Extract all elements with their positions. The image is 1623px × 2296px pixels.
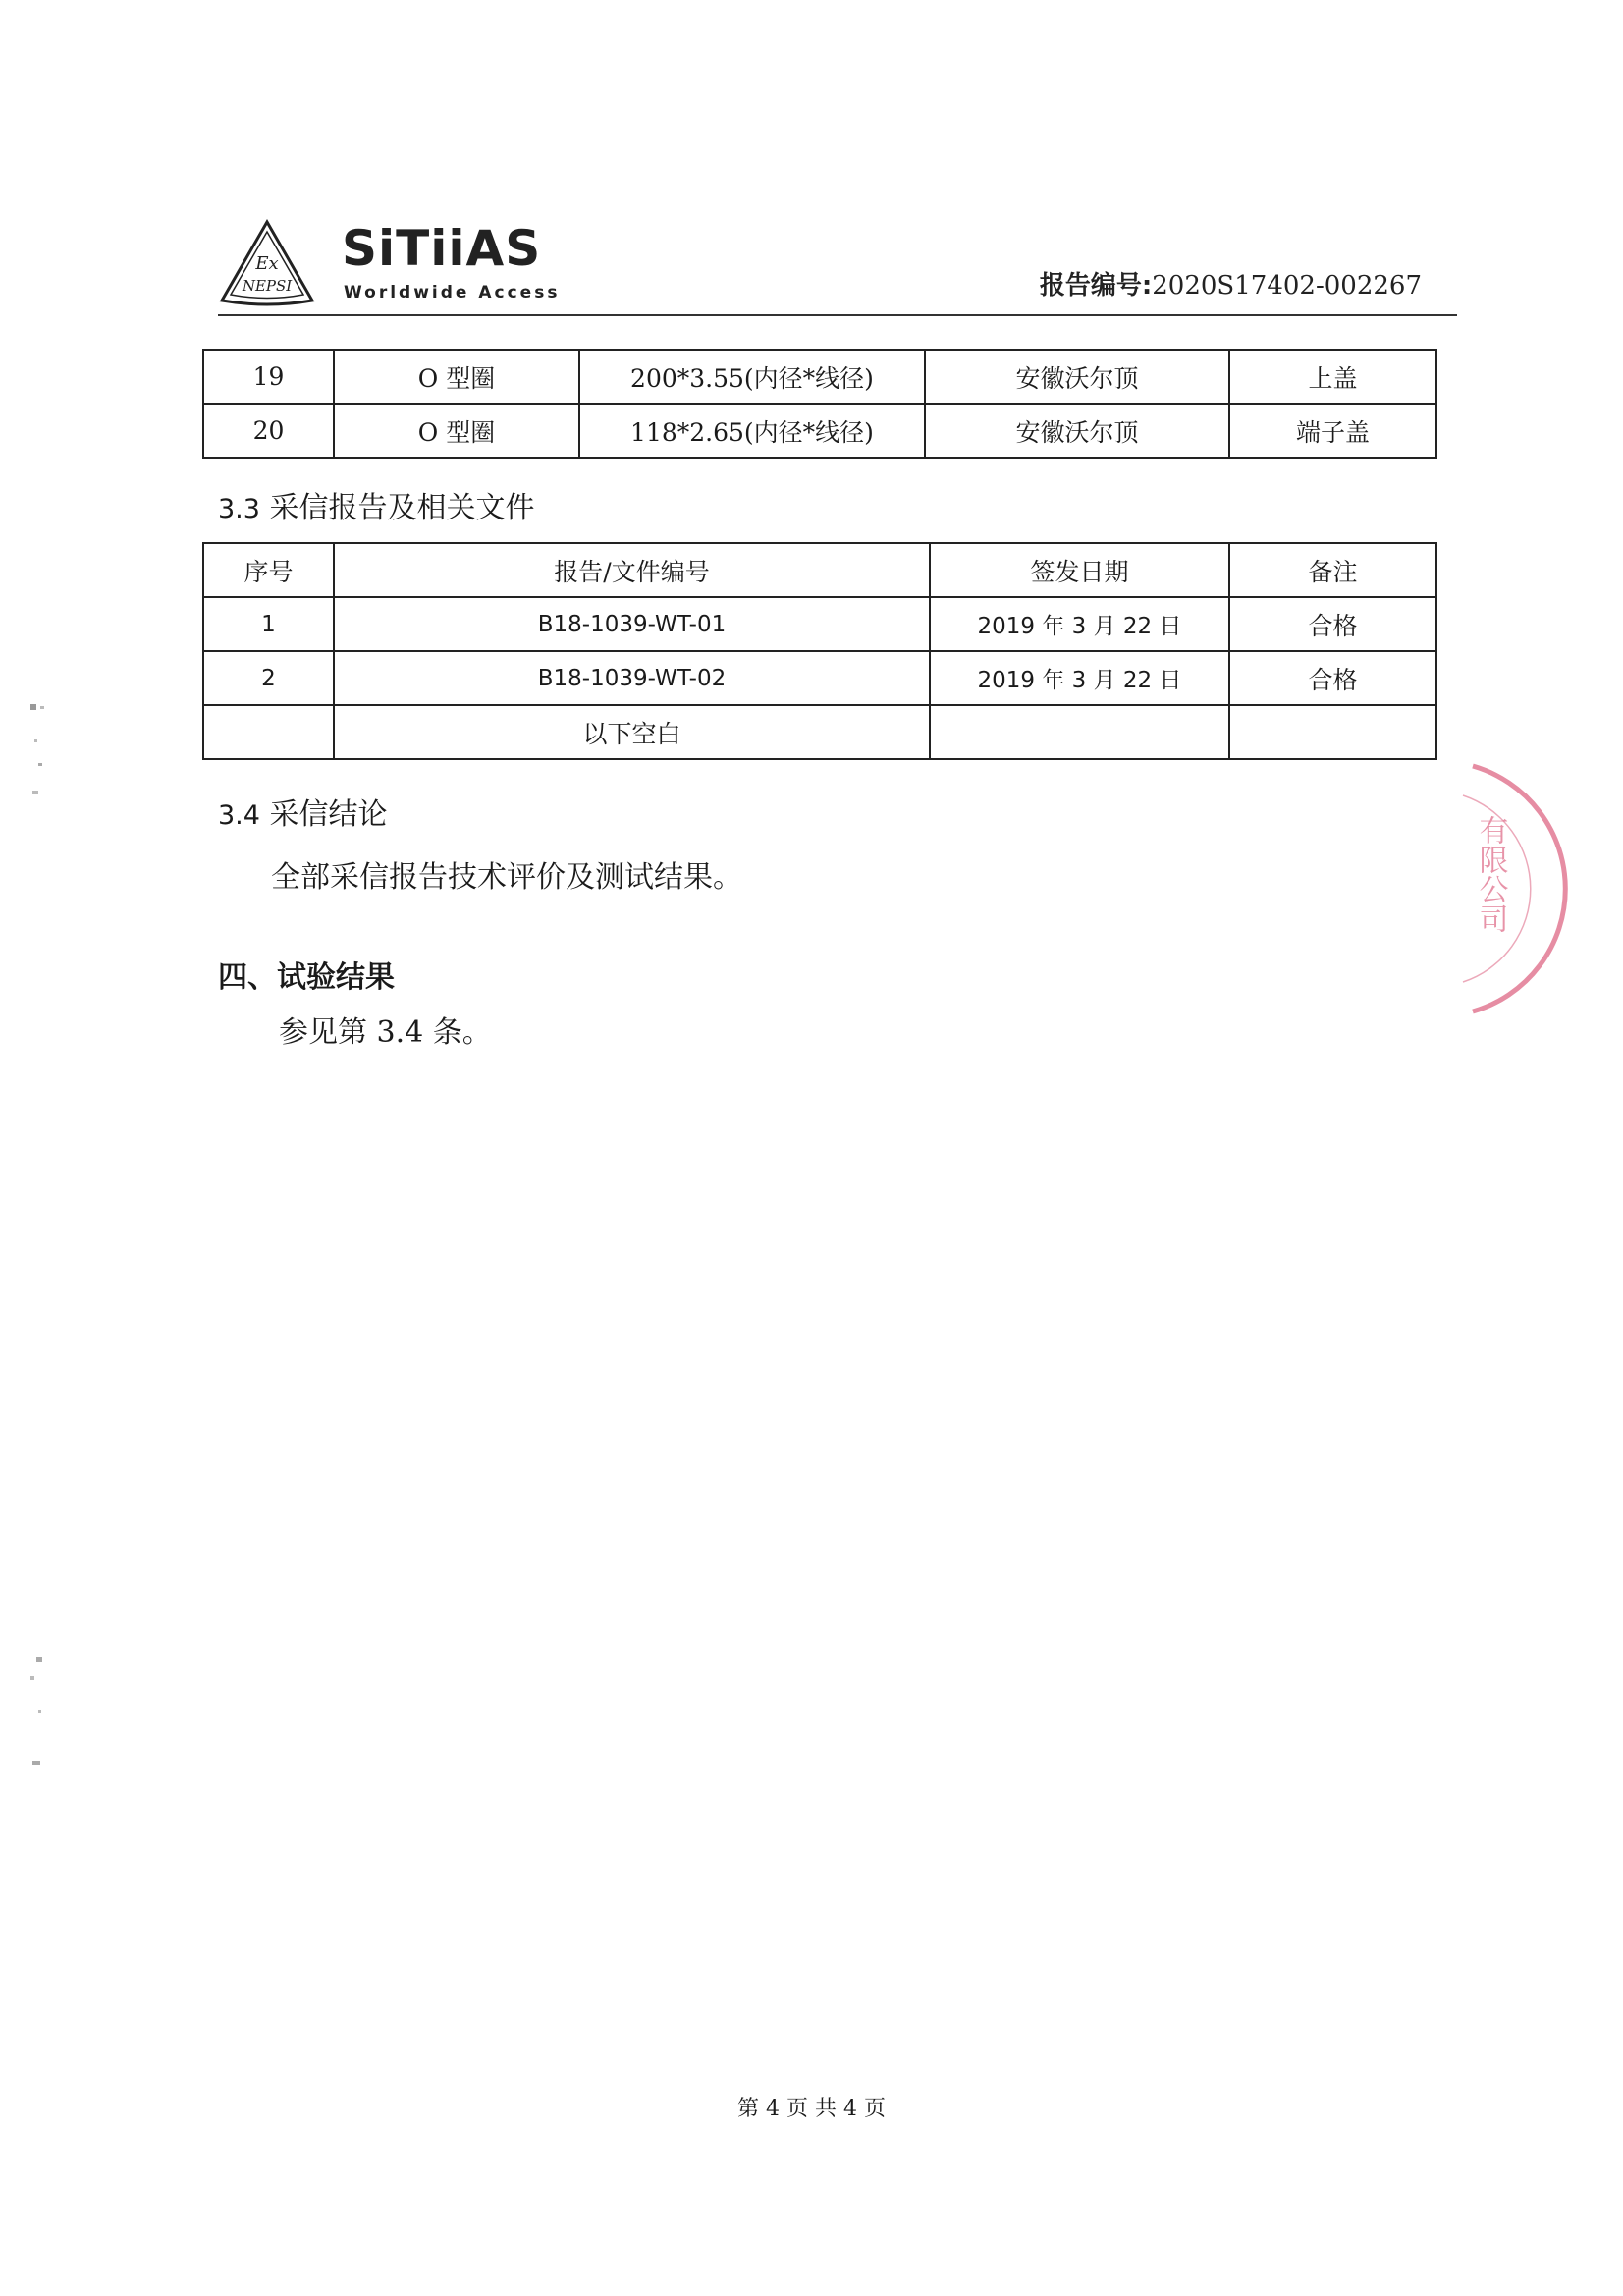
cell-date: 2019 年 3 月 22 日 — [930, 651, 1229, 705]
cell-date — [930, 705, 1229, 759]
table-row — [203, 597, 1436, 651]
section-3-4-body: 全部采信报告技术评价及测试结果。 — [271, 860, 742, 895]
table-row — [203, 651, 1436, 705]
cell-doc-no: 以下空白 — [334, 705, 930, 759]
cell-name: O 型圈 — [334, 404, 579, 458]
section-4-heading: 四、试验结果 — [218, 960, 395, 995]
header-doc-no: 报告/文件编号 — [334, 543, 930, 597]
header-seq: 序号 — [203, 543, 334, 597]
table-row — [203, 350, 1436, 404]
brand-name: SiTiiAS — [342, 220, 542, 277]
cell-spec: 118*2.65(内径*线径) — [579, 404, 925, 458]
cell-remark — [1229, 705, 1436, 759]
header-divider — [218, 314, 1457, 316]
cell-maker: 安徽沃尔顶 — [925, 404, 1229, 458]
cell-seq — [203, 705, 334, 759]
report-number-label: 报告编号: — [1039, 271, 1153, 301]
logo-ex-text: Ex — [255, 253, 279, 274]
section-3-3-heading — [218, 483, 535, 526]
cell-spec: 200*3.55(内径*线径) — [579, 350, 925, 404]
cell-seq: 19 — [203, 350, 334, 404]
section-3-4-title: 采信结论 — [269, 797, 388, 832]
cell-location: 端子盖 — [1229, 404, 1436, 458]
section-3-4-number: 3.4 — [218, 800, 260, 831]
cell-seq: 2 — [203, 651, 334, 705]
cell-maker: 安徽沃尔顶 — [925, 350, 1229, 404]
cell-seq: 1 — [203, 597, 334, 651]
cell-doc-no: B18-1039-WT-02 — [334, 651, 930, 705]
scan-artifact — [25, 702, 64, 810]
brand-tagline: Worldwide Access — [344, 283, 561, 302]
section-3-4-heading — [218, 790, 388, 833]
parts-table — [202, 349, 1437, 459]
cell-name: O 型圈 — [334, 350, 579, 404]
cell-doc-no: B18-1039-WT-01 — [334, 597, 930, 651]
report-number — [1040, 265, 1422, 301]
cell-location: 上盖 — [1229, 350, 1436, 404]
cell-remark: 合格 — [1229, 651, 1436, 705]
table-row — [203, 705, 1436, 759]
scan-artifact — [25, 1655, 64, 1773]
cell-remark: 合格 — [1229, 597, 1436, 651]
header-date: 签发日期 — [930, 543, 1229, 597]
table-header-row — [203, 543, 1436, 597]
section-3-3-number: 3.3 — [218, 494, 260, 524]
cell-date: 2019 年 3 月 22 日 — [930, 597, 1229, 651]
table-row — [203, 404, 1436, 458]
section-4-body: 参见第 3.4 条。 — [279, 1015, 492, 1050]
company-seal-stamp — [1453, 756, 1571, 1021]
seal-text: 有限公司 — [1473, 815, 1508, 933]
report-number-value: 2020S17402-002267 — [1152, 271, 1422, 301]
section-3-3-title: 采信报告及相关文件 — [269, 491, 535, 525]
cell-seq: 20 — [203, 404, 334, 458]
nepsi-ex-logo — [218, 218, 316, 308]
logo-nepsi-text: NEPSI — [242, 277, 293, 295]
page-footer-pagination: 第 4 页 共 4 页 — [737, 2097, 886, 2121]
adopted-reports-table — [202, 542, 1437, 760]
header-remark: 备注 — [1229, 543, 1436, 597]
